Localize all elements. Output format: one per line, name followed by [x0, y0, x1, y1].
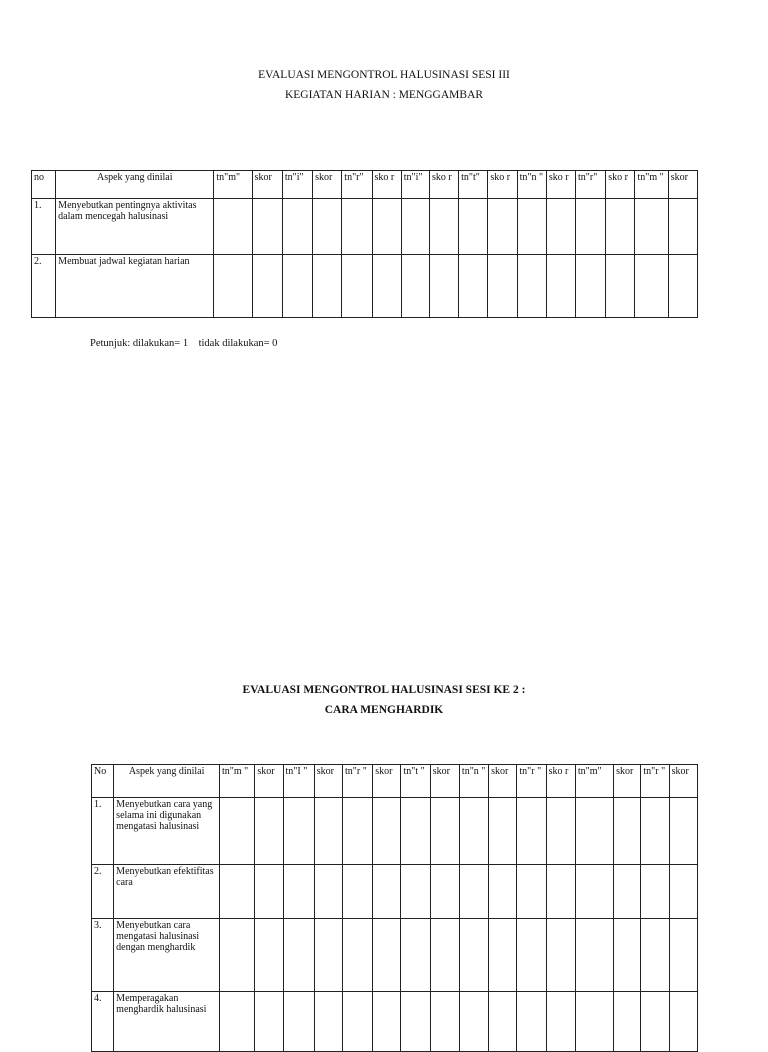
table-row	[92, 919, 698, 992]
score-cell	[214, 199, 252, 255]
score-cell	[430, 919, 459, 992]
score-cell	[546, 919, 575, 992]
score-cell	[517, 919, 546, 992]
score-cell	[343, 992, 373, 1052]
score-cell	[373, 798, 401, 865]
score-cell	[669, 865, 697, 919]
score-cell	[576, 255, 606, 318]
row-number: 2.	[92, 865, 114, 919]
header-cell: tn"t"	[459, 171, 488, 199]
score-cell	[635, 255, 668, 318]
score-cell	[373, 992, 401, 1052]
score-cell	[343, 798, 373, 865]
header-cell: sko r	[488, 171, 517, 199]
score-cell	[313, 255, 342, 318]
score-cell	[614, 992, 641, 1052]
aspect-cell: Menyebutkan cara yang selama ini digunakan mengatasi halusinasi	[114, 798, 220, 865]
score-cell	[614, 919, 641, 992]
score-cell	[314, 919, 342, 992]
score-cell	[283, 919, 314, 992]
header-cell: tn"m"	[214, 171, 252, 199]
score-cell	[668, 255, 697, 318]
score-cell	[314, 992, 342, 1052]
score-cell	[283, 798, 314, 865]
header-cell: sko r	[546, 765, 575, 798]
score-cell	[255, 865, 283, 919]
score-cell	[641, 798, 669, 865]
header-cell: tn"r "	[641, 765, 669, 798]
header-cell: tn"m"	[575, 765, 613, 798]
score-cell	[401, 865, 430, 919]
score-cell	[669, 919, 697, 992]
header-cell: sko r	[546, 171, 575, 199]
score-cell	[401, 255, 429, 318]
header-cell: tn"m "	[635, 171, 668, 199]
score-cell	[220, 865, 255, 919]
header-cell: skor	[373, 765, 401, 798]
score-cell	[641, 919, 669, 992]
score-cell	[546, 865, 575, 919]
scoring-note: Petunjuk: dilakukan= 1 tidak dilakukan= 0	[90, 338, 278, 349]
score-cell	[669, 798, 697, 865]
score-cell	[641, 865, 669, 919]
header-cell: skor	[489, 765, 517, 798]
score-cell	[401, 992, 430, 1052]
score-cell	[459, 992, 488, 1052]
score-cell	[488, 255, 517, 318]
header-cell: sko r	[372, 171, 401, 199]
header-cell: tn"m "	[220, 765, 255, 798]
row-number: 3.	[92, 919, 114, 992]
table-row	[92, 865, 698, 919]
header-cell: tn"I "	[283, 765, 314, 798]
score-cell	[430, 865, 459, 919]
table-row	[32, 255, 698, 318]
score-cell	[459, 919, 488, 992]
score-cell	[343, 865, 373, 919]
score-cell	[372, 255, 401, 318]
score-cell	[489, 798, 517, 865]
header-cell: tn"n "	[517, 171, 546, 199]
header-cell: skor	[255, 765, 283, 798]
table-row	[92, 798, 698, 865]
score-cell	[255, 798, 283, 865]
score-cell	[517, 798, 546, 865]
score-cell	[489, 865, 517, 919]
score-cell	[517, 865, 546, 919]
score-cell	[575, 798, 613, 865]
score-cell	[575, 919, 613, 992]
score-cell	[459, 255, 488, 318]
score-cell	[489, 919, 517, 992]
row-number: 1.	[32, 199, 56, 255]
score-cell	[614, 865, 641, 919]
score-cell	[430, 798, 459, 865]
score-cell	[459, 865, 488, 919]
score-cell	[220, 798, 255, 865]
header-cell: no	[32, 171, 56, 199]
score-cell	[606, 199, 635, 255]
aspect-cell: Memperagakan menghardik halusinasi	[114, 992, 220, 1052]
section2-title-line1: EVALUASI MENGONTROL HALUSINASI SESI KE 2 :	[242, 684, 526, 696]
score-cell	[314, 798, 342, 865]
score-cell	[517, 199, 546, 255]
score-cell	[282, 199, 312, 255]
score-cell	[429, 255, 458, 318]
table-row	[92, 992, 698, 1052]
row-number: 2.	[32, 255, 56, 318]
score-cell	[576, 199, 606, 255]
score-cell	[575, 865, 613, 919]
header-cell: skor	[314, 765, 342, 798]
table-header-row	[92, 765, 698, 798]
section1-table	[31, 170, 698, 318]
score-cell	[314, 865, 342, 919]
header-cell: skor	[313, 171, 342, 199]
header-cell: tn"r"	[342, 171, 372, 199]
score-cell	[635, 199, 668, 255]
score-cell	[517, 255, 546, 318]
section1-title-line2: KEGIATAN HARIAN : MENGGAMBAR	[284, 89, 484, 101]
score-cell	[546, 199, 575, 255]
score-cell	[488, 199, 517, 255]
aspect-cell: Menyebutkan pentingnya aktivitas dalam mencegah halusinasi	[56, 199, 214, 255]
score-cell	[430, 992, 459, 1052]
score-cell	[641, 992, 669, 1052]
header-cell: skor	[668, 171, 697, 199]
table-row	[32, 199, 698, 255]
score-cell	[252, 199, 282, 255]
score-cell	[575, 992, 613, 1052]
section1-title-line1: EVALUASI MENGONTROL HALUSINASI SESI III	[258, 69, 510, 81]
header-cell: tn"r "	[517, 765, 546, 798]
score-cell	[606, 255, 635, 318]
header-cell: tn"i"	[401, 171, 429, 199]
score-cell	[313, 199, 342, 255]
header-cell: skor	[430, 765, 459, 798]
score-cell	[669, 992, 697, 1052]
header-cell: tn"r"	[576, 171, 606, 199]
header-cell: No	[92, 765, 114, 798]
header-cell: skor	[669, 765, 697, 798]
score-cell	[283, 992, 314, 1052]
header-cell: skor	[614, 765, 641, 798]
score-cell	[489, 992, 517, 1052]
header-cell: tn"t "	[401, 765, 430, 798]
header-cell: skor	[252, 171, 282, 199]
score-cell	[459, 798, 488, 865]
score-cell	[255, 992, 283, 1052]
score-cell	[546, 798, 575, 865]
score-cell	[343, 919, 373, 992]
score-cell	[401, 199, 429, 255]
section2-table	[91, 764, 698, 1052]
score-cell	[372, 199, 401, 255]
score-cell	[429, 199, 458, 255]
score-cell	[220, 919, 255, 992]
header-cell: Aspek yang dinilai	[114, 765, 220, 798]
score-cell	[517, 992, 546, 1052]
score-cell	[282, 255, 312, 318]
score-cell	[546, 992, 575, 1052]
score-cell	[401, 919, 430, 992]
score-cell	[546, 255, 575, 318]
row-number: 1.	[92, 798, 114, 865]
score-cell	[614, 798, 641, 865]
header-cell: Aspek yang dinilai	[56, 171, 214, 199]
score-cell	[255, 919, 283, 992]
score-cell	[401, 798, 430, 865]
score-cell	[283, 865, 314, 919]
aspect-cell: Menyebutkan cara mengatasi halusinasi dengan menghardik	[114, 919, 220, 992]
aspect-cell: Membuat jadwal kegiatan harian	[56, 255, 214, 318]
header-cell: sko r	[606, 171, 635, 199]
row-number: 4.	[92, 992, 114, 1052]
score-cell	[220, 992, 255, 1052]
header-cell: tn"r "	[343, 765, 373, 798]
score-cell	[373, 865, 401, 919]
aspect-cell: Menyebutkan efektifitas cara	[114, 865, 220, 919]
score-cell	[342, 199, 372, 255]
header-cell: tn"n "	[459, 765, 488, 798]
table-header-row	[32, 171, 698, 199]
score-cell	[252, 255, 282, 318]
score-cell	[342, 255, 372, 318]
header-cell: sko r	[429, 171, 458, 199]
header-cell: tn"i"	[282, 171, 312, 199]
score-cell	[668, 199, 697, 255]
section2-title-line2: CARA MENGHARDIK	[324, 704, 444, 716]
score-cell	[373, 919, 401, 992]
score-cell	[214, 255, 252, 318]
score-cell	[459, 199, 488, 255]
